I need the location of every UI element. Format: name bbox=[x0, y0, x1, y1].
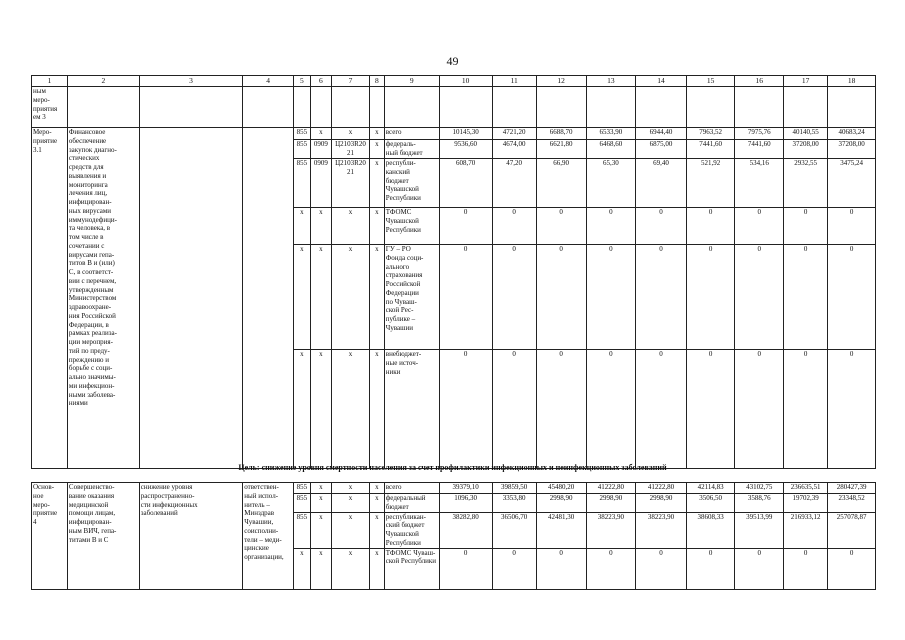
amount-cell: 534,16 bbox=[735, 159, 784, 208]
amount-cell: 0 bbox=[735, 208, 784, 245]
amount-cell: 0 bbox=[536, 548, 586, 589]
empty-cell bbox=[243, 87, 294, 128]
amount-cell: 0 bbox=[784, 245, 828, 350]
section-code: х bbox=[310, 512, 331, 548]
amount-cell: 2998,90 bbox=[636, 494, 687, 513]
amount-cell: 42481,30 bbox=[536, 512, 586, 548]
amount-cell: 0 bbox=[784, 548, 828, 589]
amount-cell: 41222,80 bbox=[586, 483, 636, 494]
amount-cell: 0 bbox=[492, 548, 536, 589]
budget-table-top bbox=[31, 75, 876, 469]
grbs-code: х bbox=[293, 548, 310, 589]
goal-heading: Цель: снижение уровня смертности населения за счет профилактики инфекционных и неинфекционных заболеваний bbox=[238, 463, 667, 472]
amount-cell: 0 bbox=[492, 208, 536, 245]
expense-group-code: х bbox=[369, 512, 384, 548]
amount-cell: 2932,55 bbox=[784, 159, 828, 208]
empty-cell bbox=[536, 87, 586, 128]
funding-source: ТФОМС Чуваш- ской Республики bbox=[384, 548, 439, 589]
column-number-cell: 5 bbox=[293, 76, 310, 87]
funding-source: всего bbox=[384, 483, 439, 494]
amount-cell: 0 bbox=[586, 350, 636, 469]
amount-cell: 0 bbox=[439, 208, 492, 245]
target-article-code: х bbox=[331, 208, 369, 245]
target-article-code: х bbox=[331, 494, 369, 513]
amount-cell: 38223,90 bbox=[586, 512, 636, 548]
section-code: х bbox=[310, 483, 331, 494]
funding-source: внебюджет- ные источ- ники bbox=[384, 350, 439, 469]
empty-cell bbox=[686, 87, 735, 128]
amount-cell: 0 bbox=[586, 548, 636, 589]
amount-cell: 0 bbox=[636, 245, 687, 350]
amount-cell: 3353,80 bbox=[492, 494, 536, 513]
amount-cell: 0 bbox=[439, 548, 492, 589]
amount-cell: 40140,55 bbox=[784, 128, 828, 140]
amount-cell: 0 bbox=[828, 245, 876, 350]
funding-source: республи- канский бюджет Чувашской Республики bbox=[384, 159, 439, 208]
section-code: х bbox=[310, 494, 331, 513]
amount-cell: 3506,50 bbox=[686, 494, 735, 513]
amount-cell: 0 bbox=[686, 245, 735, 350]
page-number: 49 bbox=[446, 54, 459, 68]
amount-cell: 7975,76 bbox=[735, 128, 784, 140]
amount-cell: 1096,30 bbox=[439, 494, 492, 513]
measure-name: Финансовое обеспечение закупок диагно- стических средств для выявления и мониторинга лечения лиц, инфицирован- ных вирусами иммунодефици- та человека, в том числе в сочетании с вирусами гепа- титов В и (или) С, в соответст- вии с перечнем, утвержденным Министерством здравоохране- ния Российской Федерации, в рамках реализа- ции мероприя- тий по преду- преждению и борьбе с соци- ально значимы- ми инфекцион- ными заболева- ниями bbox=[67, 128, 139, 469]
empty-cell bbox=[139, 87, 243, 128]
target-article-code: х bbox=[331, 128, 369, 140]
amount-cell: 6468,60 bbox=[586, 140, 636, 159]
amount-cell: 0 bbox=[686, 208, 735, 245]
expense-group-code: х bbox=[369, 245, 384, 350]
column-number-cell: 13 bbox=[586, 76, 636, 87]
section-code: х bbox=[310, 128, 331, 140]
target-article-code: х bbox=[331, 548, 369, 589]
expense-group-code: х bbox=[369, 159, 384, 208]
grbs-code: х bbox=[293, 350, 310, 469]
expense-group-code: х bbox=[369, 350, 384, 469]
amount-cell: 37208,00 bbox=[828, 140, 876, 159]
empty-cell bbox=[492, 87, 536, 128]
funding-source: федеральный бюджет bbox=[384, 494, 439, 513]
amount-cell: 0 bbox=[536, 350, 586, 469]
amount-cell: 65,30 bbox=[586, 159, 636, 208]
column-number-cell: 8 bbox=[369, 76, 384, 87]
amount-cell: 10145,30 bbox=[439, 128, 492, 140]
target-article-code: х bbox=[331, 483, 369, 494]
column-number-cell: 14 bbox=[636, 76, 687, 87]
measure-label: Основ- ное меро- приятие 4 bbox=[32, 483, 68, 590]
executor: ответствен- ный испол- нитель – Минздрав Чувашии, соисполни- тели – меди- цинские организации, bbox=[243, 483, 294, 590]
executor-cell bbox=[243, 128, 294, 469]
amount-cell: 0 bbox=[636, 548, 687, 589]
amount-cell: 521,92 bbox=[686, 159, 735, 208]
amount-cell: 9536,60 bbox=[439, 140, 492, 159]
empty-cell bbox=[636, 87, 687, 128]
funding-source: ГУ – РО Фонда соци- ального страхования Российской Федерации по Чуваш- ской Рес- публике – Чувашии bbox=[384, 245, 439, 350]
amount-cell: 0 bbox=[735, 350, 784, 469]
amount-cell: 39859,50 bbox=[492, 483, 536, 494]
expense-group-code: х bbox=[369, 483, 384, 494]
amount-cell: 0 bbox=[536, 208, 586, 245]
amount-cell: 0 bbox=[492, 245, 536, 350]
column-number-cell: 17 bbox=[784, 76, 828, 87]
grbs-code: 855 bbox=[293, 483, 310, 494]
column-number-cell: 6 bbox=[310, 76, 331, 87]
grbs-code: 855 bbox=[293, 494, 310, 513]
empty-cell bbox=[828, 87, 876, 128]
column-number-cell: 16 bbox=[735, 76, 784, 87]
column-number-cell: 18 bbox=[828, 76, 876, 87]
amount-cell: 43102,75 bbox=[735, 483, 784, 494]
amount-cell: 4674,00 bbox=[492, 140, 536, 159]
budget-table-bottom bbox=[31, 482, 876, 590]
expense-group-code: х bbox=[369, 208, 384, 245]
amount-cell: 6688,70 bbox=[536, 128, 586, 140]
section-code: 0909 bbox=[310, 140, 331, 159]
target-article-code: Ц2103R20 21 bbox=[331, 140, 369, 159]
target-indicator: снижение уровня распространенно- сти инфекционных заболеваний bbox=[139, 483, 243, 590]
continuation-label: ным меро- приятия ем 3 bbox=[32, 87, 68, 128]
empty-cell bbox=[369, 87, 384, 128]
amount-cell: 0 bbox=[784, 350, 828, 469]
amount-cell: 36506,70 bbox=[492, 512, 536, 548]
amount-cell: 41222,80 bbox=[636, 483, 687, 494]
amount-cell: 23348,52 bbox=[828, 494, 876, 513]
amount-cell: 38608,33 bbox=[686, 512, 735, 548]
amount-cell: 0 bbox=[636, 350, 687, 469]
funding-source: ТФОМС Чувашской Республики bbox=[384, 208, 439, 245]
column-number-cell: 9 bbox=[384, 76, 439, 87]
empty-cell bbox=[784, 87, 828, 128]
amount-cell: 0 bbox=[586, 245, 636, 350]
amount-cell: 216933,12 bbox=[784, 512, 828, 548]
amount-cell: 0 bbox=[828, 548, 876, 589]
measure-label: Меро- приятие 3.1 bbox=[32, 128, 68, 469]
amount-cell: 236635,51 bbox=[784, 483, 828, 494]
amount-cell: 280427,39 bbox=[828, 483, 876, 494]
amount-cell: 0 bbox=[735, 548, 784, 589]
amount-cell: 0 bbox=[636, 208, 687, 245]
amount-cell: 6621,80 bbox=[536, 140, 586, 159]
empty-cell bbox=[67, 87, 139, 128]
amount-cell: 39379,10 bbox=[439, 483, 492, 494]
funding-source: федераль- ный бюджет bbox=[384, 140, 439, 159]
amount-cell: 69,40 bbox=[636, 159, 687, 208]
amount-cell: 2998,90 bbox=[586, 494, 636, 513]
amount-cell: 0 bbox=[439, 350, 492, 469]
amount-cell: 2998,90 bbox=[536, 494, 586, 513]
amount-cell: 45480,20 bbox=[536, 483, 586, 494]
empty-cell bbox=[331, 87, 369, 128]
amount-cell: 6875,00 bbox=[636, 140, 687, 159]
amount-cell: 47,20 bbox=[492, 159, 536, 208]
grbs-code: х bbox=[293, 208, 310, 245]
amount-cell: 0 bbox=[536, 245, 586, 350]
funding-source: всего bbox=[384, 128, 439, 140]
expense-group-code: х bbox=[369, 548, 384, 589]
amount-cell: 257078,87 bbox=[828, 512, 876, 548]
amount-cell: 38223,90 bbox=[636, 512, 687, 548]
column-number-cell: 15 bbox=[686, 76, 735, 87]
empty-cell bbox=[293, 87, 310, 128]
amount-cell: 0 bbox=[784, 208, 828, 245]
amount-cell: 42114,83 bbox=[686, 483, 735, 494]
amount-cell: 0 bbox=[828, 208, 876, 245]
amount-cell: 3475,24 bbox=[828, 159, 876, 208]
funding-source: республикан- ский бюджет Чувашской Республики bbox=[384, 512, 439, 548]
column-number-cell: 4 bbox=[243, 76, 294, 87]
amount-cell: 0 bbox=[686, 548, 735, 589]
grbs-code: х bbox=[293, 245, 310, 350]
empty-cell bbox=[439, 87, 492, 128]
target-article-code: х bbox=[331, 245, 369, 350]
measure-name: Совершенство- вание оказания медицинской помощи лицам, инфицирован- ным ВИЧ, гепа- титами В и С bbox=[67, 483, 139, 590]
empty-cell bbox=[586, 87, 636, 128]
column-number-row bbox=[32, 76, 876, 87]
grbs-code: 855 bbox=[293, 159, 310, 208]
column-number-cell: 10 bbox=[439, 76, 492, 87]
amount-cell: 0 bbox=[828, 350, 876, 469]
section-code: х bbox=[310, 350, 331, 469]
target-article-code: Ц2103R20 21 bbox=[331, 159, 369, 208]
amount-cell: 0 bbox=[586, 208, 636, 245]
amount-cell: 7441,60 bbox=[735, 140, 784, 159]
table-row bbox=[32, 483, 876, 494]
grbs-code: 855 bbox=[293, 128, 310, 140]
amount-cell: 7441,60 bbox=[686, 140, 735, 159]
column-number-cell: 1 bbox=[32, 76, 68, 87]
continuation-row bbox=[32, 87, 876, 128]
expense-group-code: х bbox=[369, 494, 384, 513]
section-code: 0909 bbox=[310, 159, 331, 208]
empty-cell bbox=[735, 87, 784, 128]
target-article-code: х bbox=[331, 350, 369, 469]
section-code: х bbox=[310, 548, 331, 589]
amount-cell: 39513,99 bbox=[735, 512, 784, 548]
empty-cell bbox=[310, 87, 331, 128]
amount-cell: 0 bbox=[492, 350, 536, 469]
amount-cell: 40683,24 bbox=[828, 128, 876, 140]
amount-cell: 37208,00 bbox=[784, 140, 828, 159]
grbs-code: 855 bbox=[293, 140, 310, 159]
amount-cell: 608,70 bbox=[439, 159, 492, 208]
column-number-cell: 11 bbox=[492, 76, 536, 87]
table-row bbox=[32, 128, 876, 140]
target-article-code: х bbox=[331, 512, 369, 548]
amount-cell: 66,90 bbox=[536, 159, 586, 208]
column-number-cell: 3 bbox=[139, 76, 243, 87]
section-code: х bbox=[310, 208, 331, 245]
expense-group-code: х bbox=[369, 128, 384, 140]
amount-cell: 3588,76 bbox=[735, 494, 784, 513]
column-number-cell: 12 bbox=[536, 76, 586, 87]
amount-cell: 6533,90 bbox=[586, 128, 636, 140]
amount-cell: 4721,20 bbox=[492, 128, 536, 140]
section-code: х bbox=[310, 245, 331, 350]
column-number-cell: 2 bbox=[67, 76, 139, 87]
empty-cell bbox=[384, 87, 439, 128]
amount-cell: 0 bbox=[439, 245, 492, 350]
amount-cell: 0 bbox=[735, 245, 784, 350]
amount-cell: 6944,40 bbox=[636, 128, 687, 140]
grbs-code: 855 bbox=[293, 512, 310, 548]
target-indicator-cell bbox=[139, 128, 243, 469]
amount-cell: 38282,80 bbox=[439, 512, 492, 548]
column-number-cell: 7 bbox=[331, 76, 369, 87]
amount-cell: 7963,52 bbox=[686, 128, 735, 140]
expense-group-code: х bbox=[369, 140, 384, 159]
amount-cell: 19702,39 bbox=[784, 494, 828, 513]
amount-cell: 0 bbox=[686, 350, 735, 469]
